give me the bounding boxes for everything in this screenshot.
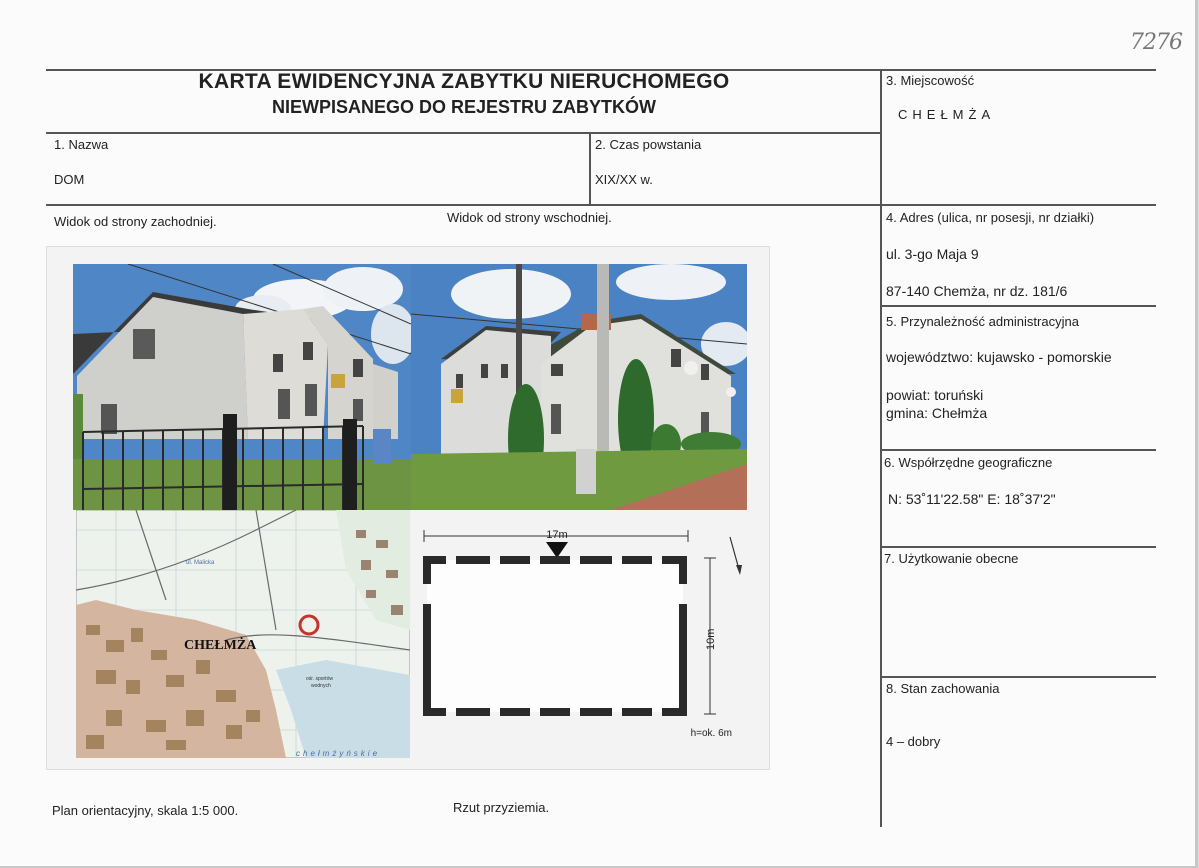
admin-county: powiat: toruński	[886, 387, 984, 403]
address-postal: 87-140 Chemża, nr dz. 181/6	[886, 283, 1068, 299]
west-photo-caption: Widok od strony zachodniej.	[54, 214, 217, 229]
rule	[880, 69, 882, 827]
rule	[880, 305, 1156, 307]
usage-label: 7. Użytkowanie obecne	[884, 551, 1019, 566]
coords-label: 6. Współrzędne geograficzne	[884, 455, 1053, 470]
rule	[46, 204, 1156, 206]
svg-text:ośr. sportów: ośr. sportów	[306, 676, 333, 682]
svg-text:wodnych: wodnych	[311, 683, 331, 689]
admin-commune: gmina: Chełmża	[886, 405, 988, 421]
date-label: 2. Czas powstania	[595, 137, 702, 152]
rule	[589, 132, 591, 204]
map-lake-label: chełmżyńskie	[296, 749, 381, 758]
address-label: 4. Adres (ulica, nr posesji, nr działki)	[886, 210, 1095, 225]
map-town-label: CHEŁMŻA	[184, 638, 257, 653]
rule	[880, 449, 1156, 451]
condition-value: 4 – dobry	[886, 734, 941, 749]
name-label: 1. Nazwa	[54, 137, 109, 152]
east-photo-caption: Widok od strony wschodniej.	[447, 210, 612, 225]
orientation-map	[76, 510, 410, 758]
plan-height-label: h=ok. 6m	[690, 728, 732, 739]
north-arrow-icon	[726, 535, 746, 579]
ground-floor-plan	[412, 522, 752, 746]
card-subtitle: NIEWPISANEGO DO REJESTRU ZABYTKÓW	[271, 97, 657, 117]
plan-caption: Rzut przyziemia.	[453, 800, 550, 815]
rule	[880, 676, 1156, 678]
rule	[880, 546, 1156, 548]
map-caption: Plan orientacyjny, skala 1:5 000.	[52, 803, 239, 818]
entrance-arrow-icon	[546, 542, 568, 558]
admin-voivodeship: województwo: kujawsko - pomorskie	[886, 349, 1112, 365]
place-label: 3. Miejscowość	[886, 73, 975, 88]
coords-value: N: 53˚11'22.58" E: 18˚37'2"	[888, 491, 1056, 507]
date-value: XIX/XX w.	[595, 172, 653, 187]
address-street: ul. 3-go Maja 9	[886, 246, 979, 262]
rule	[46, 132, 882, 134]
west-view-photo	[73, 264, 411, 510]
east-view-photo	[411, 264, 747, 510]
condition-label: 8. Stan zachowania	[886, 681, 1000, 696]
admin-label: 5. Przynależność administracyjna	[886, 314, 1079, 329]
plan-depth-label: 10m	[705, 628, 717, 650]
handwritten-registry-number: 7276	[1130, 30, 1182, 55]
name-value: DOM	[54, 172, 85, 187]
plan-width-label: 17m	[546, 529, 568, 541]
card-title: KARTA EWIDENCYJNA ZABYTKU NIERUCHOMEGO	[198, 70, 730, 93]
place-value: CHEŁMŻA	[898, 107, 996, 122]
svg-text:ul. Malicka: ul. Malicka	[186, 560, 215, 566]
